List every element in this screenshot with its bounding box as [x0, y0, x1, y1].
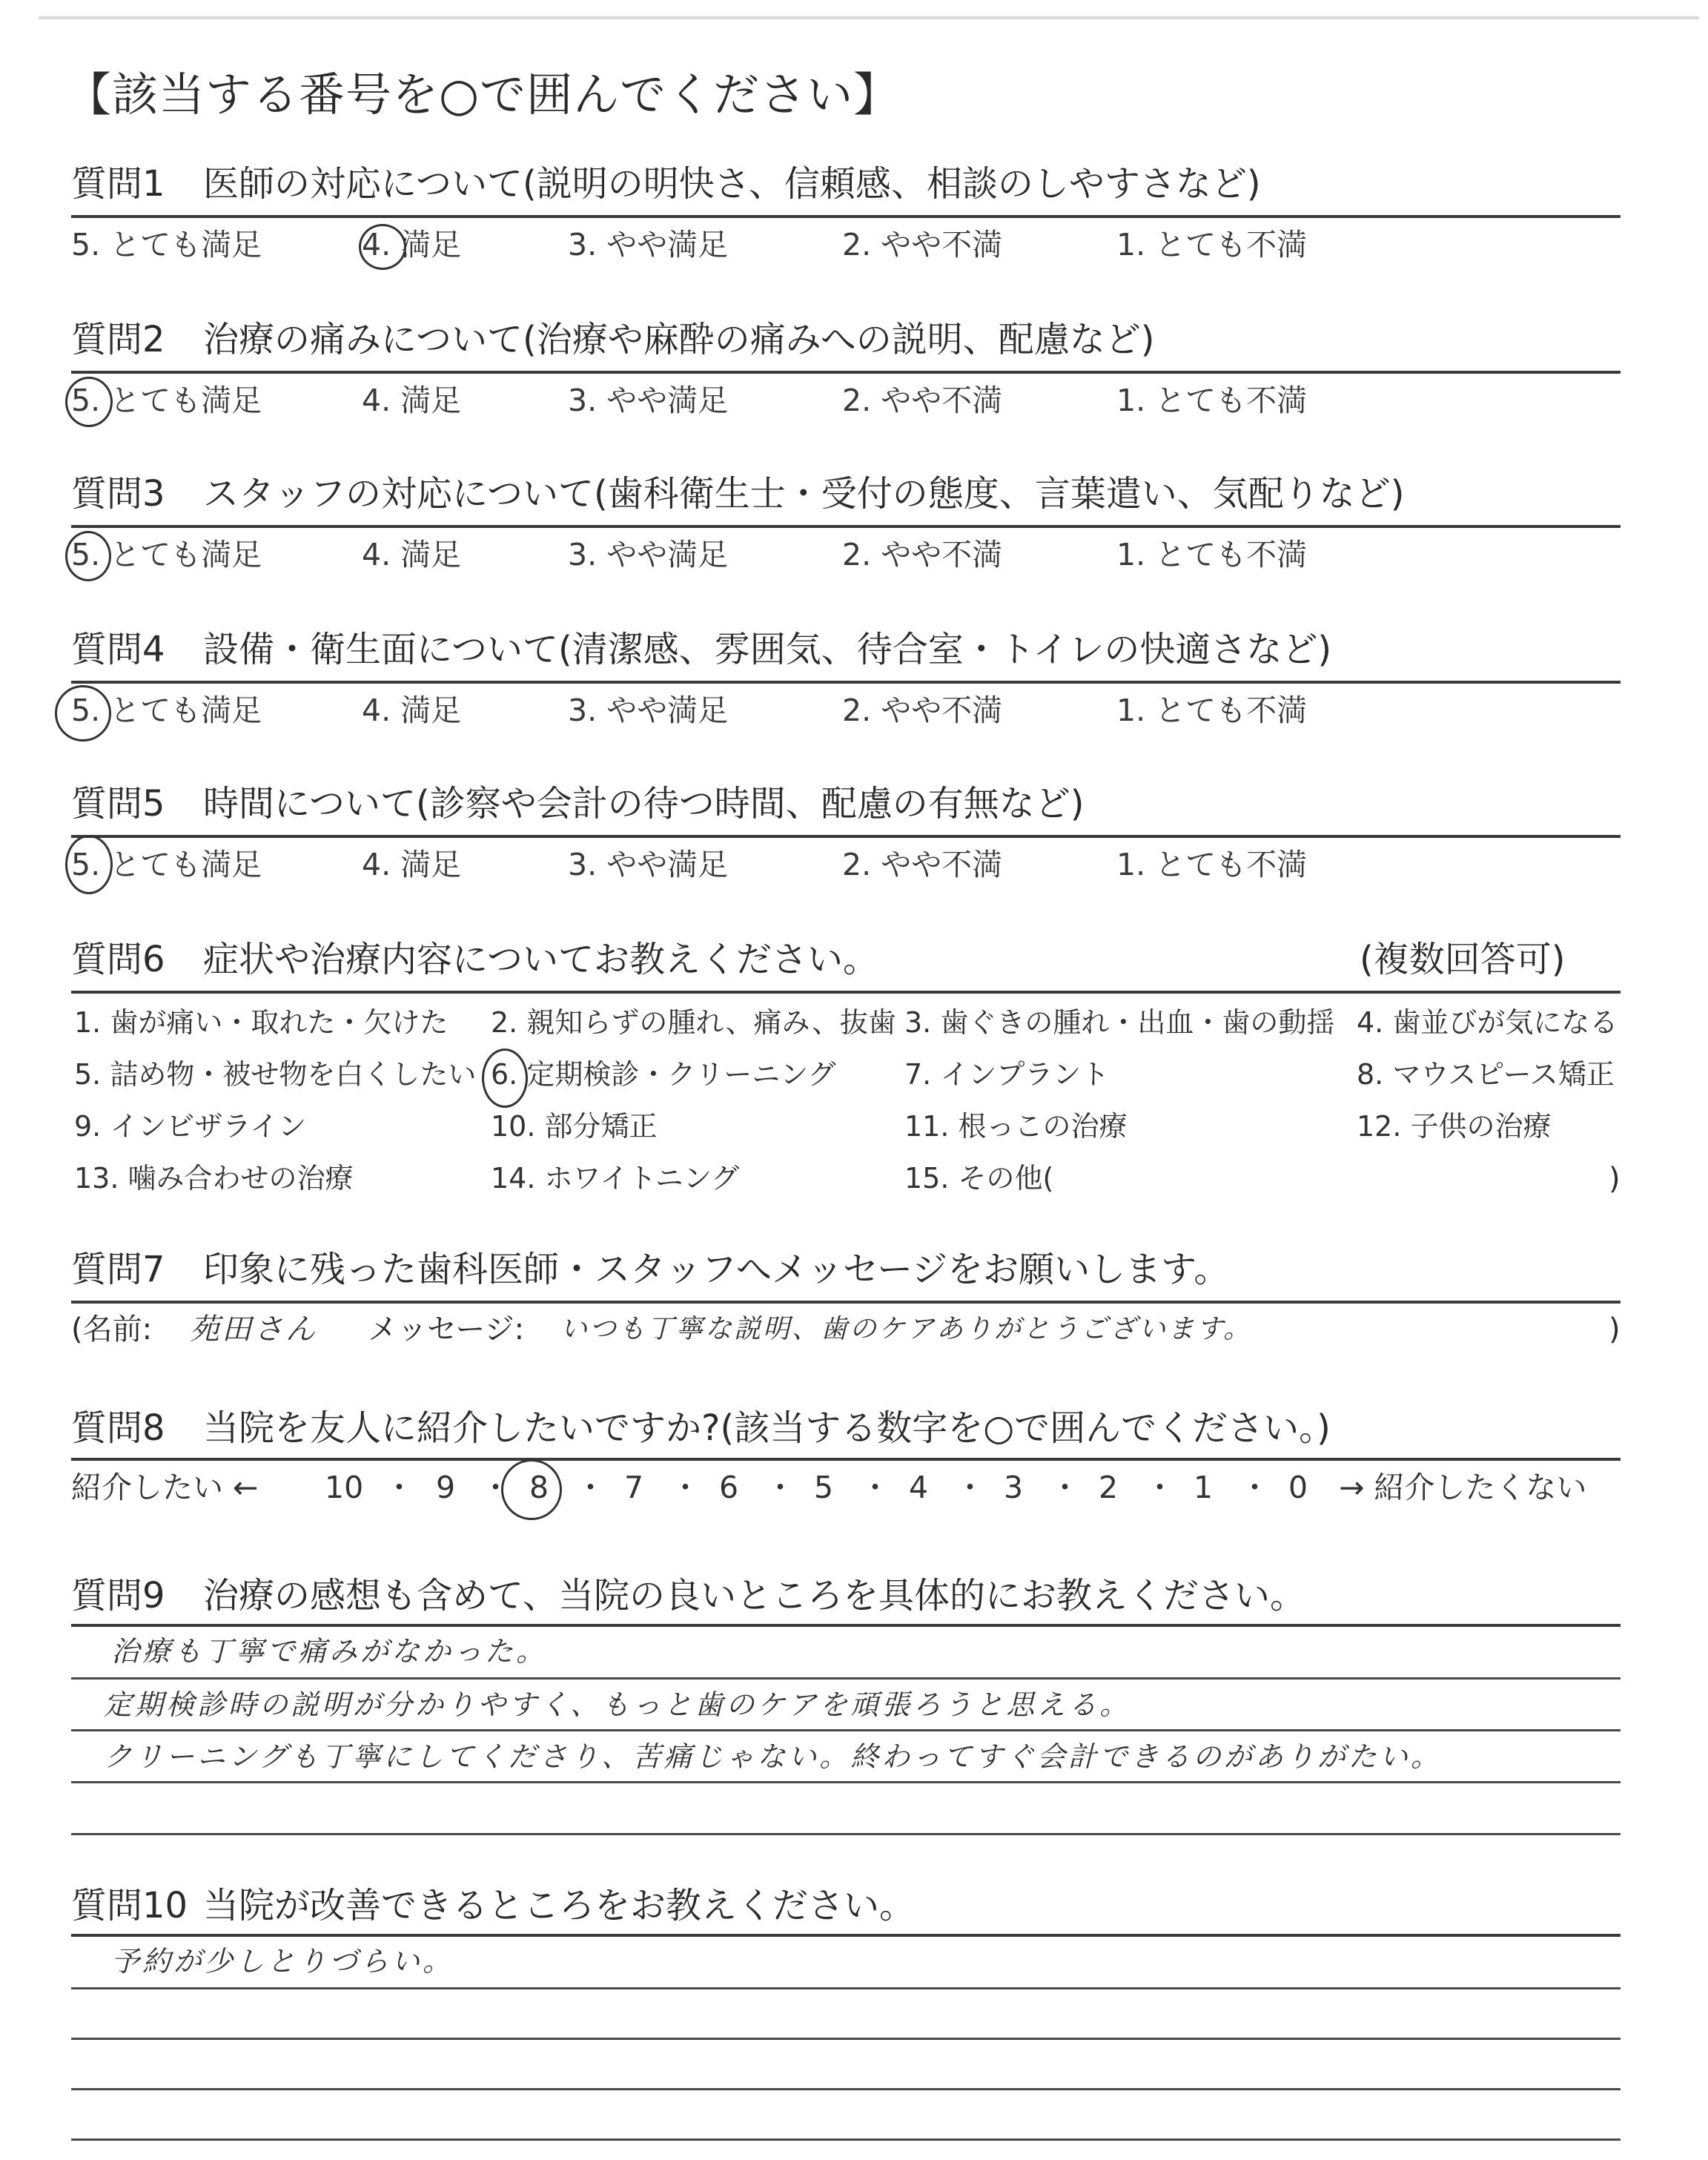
question-4-number: 質問4	[71, 629, 165, 670]
q8-sep-6: ・	[860, 1470, 890, 1505]
q8-sep-2: ・	[480, 1470, 511, 1505]
q5-selected-circle	[65, 835, 113, 894]
q8-sep-7: ・	[955, 1470, 985, 1505]
q9-line-2	[71, 1729, 1621, 1731]
question-10-text: 当院が改善できるところをお教えください。	[203, 1885, 916, 1926]
q8-sep-8: ・	[1050, 1470, 1080, 1505]
q4-option-3[interactable]: 3. やや満足	[568, 693, 729, 728]
question-8-heading	[71, 1406, 1331, 1450]
question-9-text: 治療の感想も含めて、当院の良いところを具体的にお教えください。	[203, 1575, 1306, 1616]
question-2-heading	[71, 317, 1155, 362]
q6-item-11[interactable]: 11. 根っこの治療	[904, 1110, 1128, 1143]
question-6-options	[74, 1003, 1631, 1210]
q4-option-2[interactable]: 2. やや不満	[842, 693, 1003, 728]
q6-item-6[interactable]: 6. 定期検診・クリーニング	[491, 1058, 836, 1091]
q1-selected-circle	[359, 224, 406, 270]
question-7-heading	[71, 1247, 1229, 1292]
question-5-options	[71, 842, 1628, 887]
question-5-text: 時間について(診察や会計の待つ時間、配慮の有無など)	[203, 783, 1085, 825]
q8-scale-7[interactable]: 7	[624, 1470, 644, 1505]
q10-line-3	[71, 2088, 1621, 2090]
question-6-number: 質問6	[71, 939, 165, 980]
q2-option-4[interactable]: 4. 満足	[362, 383, 462, 418]
question-2-rule	[71, 371, 1621, 374]
question-5-rule	[71, 835, 1621, 838]
q5-option-2[interactable]: 2. やや不満	[842, 847, 1003, 882]
question-1-heading	[71, 162, 1261, 206]
q6-item-5[interactable]: 5. 詰め物・被せ物を白くしたい	[74, 1058, 477, 1091]
q8-left-label: 紹介したい ←	[71, 1470, 259, 1505]
q8-sep-9: ・	[1145, 1470, 1175, 1505]
q8-sep-10: ・	[1239, 1470, 1270, 1505]
q9-answer-line-3[interactable]: クリーニングも丁寧にしてくださり、苦痛じゃない。終わってすぐ会計できるのがありがたい。	[104, 1740, 1442, 1773]
question-5-number: 質問5	[71, 783, 165, 825]
q10-answer-line-1[interactable]: 予約が少しとりづらい。	[111, 1945, 454, 1978]
q6-item-4[interactable]: 4. 歯並びが気になる	[1357, 1006, 1618, 1039]
q10-line-4	[71, 2138, 1621, 2141]
q6-item-2[interactable]: 2. 親知らずの腫れ、痛み、抜歯	[491, 1006, 896, 1039]
question-8-text: 当院を友人に紹介したいですか?(該当する数字を○で囲んでください。)	[203, 1407, 1331, 1449]
q8-scale-0[interactable]: 0	[1288, 1470, 1308, 1505]
question-3-heading	[71, 472, 1405, 516]
question-10-heading	[71, 1883, 915, 1928]
q2-option-2[interactable]: 2. やや不満	[842, 383, 1003, 418]
question-8-rule	[71, 1458, 1621, 1461]
q2-option-5[interactable]: 5. とても満足	[71, 383, 262, 418]
question-1-options	[71, 222, 1628, 267]
q9-answer-line-2[interactable]: 定期検診時の説明が分かりやすく、もっと歯のケアを頑張ろうと思える。	[104, 1688, 1131, 1721]
q8-scale-9[interactable]: 9	[436, 1470, 456, 1505]
q6-item-1[interactable]: 1. 歯が痛い・取れた・欠けた	[74, 1006, 448, 1039]
question-1-rule	[71, 215, 1621, 218]
q5-option-3[interactable]: 3. やや満足	[568, 847, 729, 882]
q4-option-4[interactable]: 4. 満足	[362, 693, 462, 728]
question-3-options	[71, 532, 1628, 577]
q6-item-12[interactable]: 12. 子供の治療	[1357, 1110, 1552, 1143]
q9-line-4	[71, 1833, 1621, 1835]
question-10-number: 質問10	[71, 1885, 188, 1926]
q4-option-1[interactable]: 1. とても不満	[1116, 693, 1308, 728]
question-4-options	[71, 688, 1628, 733]
q6-selected-circle	[482, 1048, 528, 1108]
q8-sep-3: ・	[575, 1470, 606, 1505]
q8-scale-8[interactable]: 8	[529, 1470, 549, 1505]
q8-scale-1[interactable]: 1	[1194, 1470, 1214, 1505]
q1-option-1[interactable]: 1. とても不満	[1116, 227, 1308, 262]
question-5-heading	[71, 782, 1085, 826]
question-4-heading	[71, 627, 1331, 672]
page-title: 【該当する番号を○で囲んでください】	[65, 67, 901, 122]
q4-option-5[interactable]: 5. とても満足	[71, 693, 262, 728]
question-8-scale	[71, 1465, 1635, 1510]
q7-message-value[interactable]: いつも丁寧な説明、歯のケアありがとうございます。	[560, 1314, 1253, 1344]
q8-selected-circle	[501, 1459, 562, 1520]
question-4-rule	[71, 681, 1621, 684]
question-2-text: 治療の痛みについて(治療や麻酔の痛みへの説明、配慮など)	[203, 319, 1155, 360]
question-9-number: 質問9	[71, 1575, 165, 1616]
q8-sep-4: ・	[670, 1470, 701, 1505]
q7-name-label: (名前:	[71, 1312, 153, 1347]
q6-close-paren: )	[1609, 1162, 1621, 1196]
question-9-rule	[71, 1624, 1621, 1627]
question-6-rule	[71, 991, 1621, 994]
q5-option-5[interactable]: 5. とても満足	[71, 847, 262, 882]
q8-sep-5: ・	[765, 1470, 795, 1505]
q8-scale-5[interactable]: 5	[814, 1470, 834, 1505]
q8-scale-6[interactable]: 6	[719, 1470, 739, 1505]
question-2-number: 質問2	[71, 319, 165, 360]
q6-item-14[interactable]: 14. ホワイトニング	[491, 1162, 740, 1195]
page-top-edge	[39, 16, 1699, 19]
q10-line-1	[71, 1987, 1621, 1989]
q1-option-2[interactable]: 2. やや不満	[842, 227, 1003, 262]
q3-option-5[interactable]: 5. とても満足	[71, 537, 262, 572]
q7-message-label: メッセージ:	[368, 1312, 525, 1347]
q5-option-4[interactable]: 4. 満足	[362, 847, 462, 882]
q8-sep-1: ・	[384, 1470, 414, 1505]
question-7-rule	[71, 1301, 1621, 1304]
q9-answer-line-1[interactable]: 治療も丁寧で痛みがなかった。	[111, 1635, 548, 1668]
question-8-number: 質問8	[71, 1407, 165, 1449]
q10-line-2	[71, 2038, 1621, 2040]
q1-option-5[interactable]: 5. とても満足	[71, 227, 262, 262]
q7-close-paren: )	[1609, 1312, 1621, 1347]
q7-name-value[interactable]: 苑田さん	[190, 1312, 317, 1347]
q8-scale-2[interactable]: 2	[1099, 1470, 1119, 1505]
q2-option-1[interactable]: 1. とても不満	[1116, 383, 1308, 418]
question-7-number: 質問7	[71, 1249, 165, 1290]
question-6-note: (複数回答可)	[1360, 939, 1566, 980]
q1-option-4[interactable]: 4. 満足	[362, 227, 462, 262]
q8-scale-4[interactable]: 4	[909, 1470, 929, 1505]
q4-selected-circle	[55, 685, 111, 742]
question-9-heading	[71, 1573, 1305, 1618]
q6-item-8[interactable]: 8. マウスピース矯正	[1357, 1058, 1615, 1091]
q6-item-15[interactable]: 15. その他(	[904, 1162, 1054, 1195]
q3-option-1[interactable]: 1. とても不満	[1116, 537, 1308, 572]
q8-right-label: → 紹介したくない	[1339, 1470, 1587, 1505]
q9-line-1	[71, 1677, 1621, 1680]
question-1-number: 質問1	[71, 163, 165, 205]
q3-option-4[interactable]: 4. 満足	[362, 537, 462, 572]
q8-scale-10[interactable]: 10	[325, 1470, 364, 1505]
q6-item-9[interactable]: 9. インビザライン	[74, 1110, 307, 1143]
q8-scale-3[interactable]: 3	[1004, 1470, 1024, 1505]
question-3-number: 質問3	[71, 473, 165, 515]
q9-line-3	[71, 1781, 1621, 1783]
q3-selected-circle	[65, 531, 111, 581]
question-7-text: 印象に残った歯科医師・スタッフへメッセージをお願いします。	[203, 1249, 1230, 1290]
question-3-rule	[71, 525, 1621, 528]
question-4-text: 設備・衛生面について(清潔感、雰囲気、待合室・トイレの快適さなど)	[203, 629, 1332, 670]
question-7-message-row	[71, 1307, 1628, 1353]
q5-option-1[interactable]: 1. とても不満	[1116, 847, 1308, 882]
question-2-options	[71, 378, 1628, 423]
q6-item-13[interactable]: 13. 噛み合わせの治療	[74, 1162, 354, 1195]
question-3-text: スタッフの対応について(歯科衛生士・受付の態度、言葉遣い、気配りなど)	[203, 473, 1405, 515]
q6-item-10[interactable]: 10. 部分矯正	[491, 1110, 658, 1143]
q2-option-3[interactable]: 3. やや満足	[568, 383, 729, 418]
question-6-text: 症状や治療内容についてお教えください。	[203, 939, 879, 980]
q6-item-3[interactable]: 3. 歯ぐきの腫れ・出血・歯の動揺	[904, 1006, 1335, 1039]
q2-selected-circle	[65, 377, 113, 427]
q3-option-2[interactable]: 2. やや不満	[842, 537, 1003, 572]
question-6-heading	[71, 937, 878, 982]
q1-option-3[interactable]: 3. やや満足	[568, 227, 729, 262]
q6-item-7[interactable]: 7. インプラント	[904, 1058, 1110, 1091]
question-1-text: 医師の対応について(説明の明快さ、信頼感、相談のしやすさなど)	[203, 163, 1261, 205]
question-10-rule	[71, 1934, 1621, 1937]
q3-option-3[interactable]: 3. やや満足	[568, 537, 729, 572]
